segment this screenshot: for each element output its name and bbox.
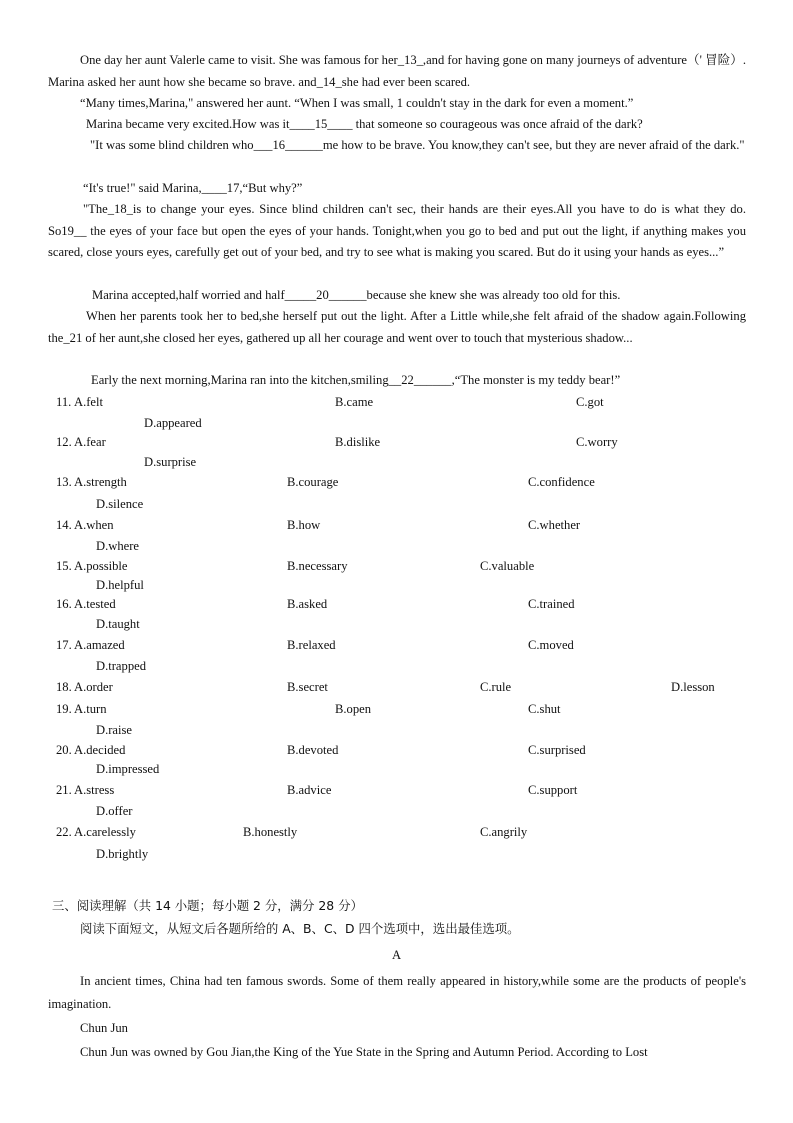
option-d: D.silence [96, 497, 144, 511]
question-number: 18. [56, 680, 72, 694]
option-a: A.felt [74, 395, 104, 409]
option-a: A.stress [74, 783, 115, 797]
option-c: C.whether [528, 518, 581, 532]
option-a: A.tested [74, 597, 116, 611]
question-number: 11. [56, 395, 72, 409]
option-d: D.raise [96, 723, 133, 737]
option-d: D.taught [96, 617, 140, 631]
option-a: A.fear [74, 435, 106, 449]
option-a: A.possible [74, 559, 128, 573]
option-c: C.confidence [528, 475, 595, 489]
option-a: A.strength [74, 475, 127, 489]
option-a: A.carelessly [74, 825, 136, 839]
option-c: C.support [528, 783, 578, 797]
option-b: B.honestly [243, 825, 298, 839]
option-a: A.when [74, 518, 114, 532]
passage-paragraph-4: "It was some blind children who___16______me how to be brave. You know,they can't see, but they are never afraid of the dark." [90, 138, 745, 152]
question-number: 15. [56, 559, 72, 573]
section-heading: 三、阅读理解（共 14 小题；每小题 2 分，满分 28 分） [52, 898, 363, 913]
question-number: 19. [56, 702, 72, 716]
option-b: B.advice [287, 783, 332, 797]
option-d: D.offer [96, 804, 133, 818]
question-number: 21. [56, 783, 72, 797]
passage-paragraph-6: "The_18_is to change your eyes. Since blind children can't sec, their hands are their eyes.All you have to do is what they do. So19__ the eyes of your face but open the eyes of your hands. Tonight,when you go to bed and put out the light, if anything makes you scared, close yours eyes, carefully get out of your bed, and try to see what is making you scared. But do it using your hands as eyes...” [48, 202, 746, 259]
option-c: C.moved [528, 638, 574, 652]
option-b: B.relaxed [287, 638, 336, 652]
question-number: 14. [56, 518, 72, 532]
option-b: B.secret [287, 680, 328, 694]
question-number: 13. [56, 475, 72, 489]
option-b: B.devoted [287, 743, 339, 757]
option-d: D.lesson [671, 680, 715, 694]
question-number: 17. [56, 638, 72, 652]
reading-paragraph-1: In ancient times, China had ten famous swords. Some of them really appeared in history,while some are the products of people's imagination. [48, 974, 746, 1011]
passage-paragraph-9: Early the next morning,Marina ran into the kitchen,smiling__22______,“The monster is my teddy bear!” [91, 373, 621, 387]
option-d: D.surprise [144, 455, 197, 469]
reading-subtitle: Chun Jun [80, 1021, 128, 1035]
option-c: C.surprised [528, 743, 586, 757]
section-instruction: 阅读下面短文，从短文后各题所给的 A、B、C、D 四个选项中，选出最佳选项。 [80, 921, 520, 936]
option-c: C.worry [576, 435, 618, 449]
question-number: 16. [56, 597, 72, 611]
option-b: B.open [335, 702, 372, 716]
reading-paragraph-2: Chun Jun was owned by Gou Jian,the King of the Yue State in the Spring and Autumn Period. According to Lost [80, 1045, 648, 1059]
passage-paragraph-5: “It's true!" said Marina,____17,“But why?” [83, 181, 303, 195]
passage-paragraph-3: Marina became very excited.How was it____15____ that someone so courageous was once afraid of the dark? [86, 117, 643, 131]
option-d: D.impressed [96, 762, 160, 776]
passage-paragraph-7: Marina accepted,half worried and half_____20______because she knew she was already too old for this. [92, 288, 621, 302]
option-d: D.where [96, 539, 140, 553]
passage-paragraph-2: “Many times,Marina," answered her aunt. “When I was small, 1 couldn't stay in the dark for even a moment.” [80, 96, 634, 110]
option-d: D.helpful [96, 578, 144, 592]
option-b: B.how [287, 518, 321, 532]
option-c: C.shut [528, 702, 561, 716]
option-b: B.courage [287, 475, 339, 489]
option-b: B.necessary [287, 559, 348, 573]
option-b: B.came [335, 395, 374, 409]
option-c: C.valuable [480, 559, 535, 573]
passage-paragraph-8: When her parents took her to bed,she herself put out the light. After a Little while,she felt afraid of the shadow again.Following the_21 of her aunt,she closed her eyes, gathered up all her courage and went over to touch that mysterious shadow... [48, 309, 746, 345]
option-d: D.trapped [96, 659, 147, 673]
question-number: 22. [56, 825, 72, 839]
question-number: 20. [56, 743, 72, 757]
option-a: A.turn [74, 702, 107, 716]
option-c: C.angrily [480, 825, 528, 839]
option-c: C.trained [528, 597, 575, 611]
option-c: C.got [576, 395, 604, 409]
option-d: D.appeared [144, 416, 202, 430]
option-b: B.dislike [335, 435, 381, 449]
option-d: D.brightly [96, 847, 149, 861]
question-number: 12. [56, 435, 72, 449]
option-a: A.amazed [74, 638, 125, 652]
option-b: B.asked [287, 597, 328, 611]
passage-paragraph-1: One day her aunt Valerle came to visit. She was famous for her_13_,and for having gone on many journeys of adventure（' 冒险）. Marina asked her aunt how she became so brave. and_14_she had ever been scared. [48, 53, 746, 89]
option-c: C.rule [480, 680, 512, 694]
option-a: A.decided [74, 743, 126, 757]
passage-label: A [391, 948, 402, 962]
option-a: A.order [74, 680, 113, 694]
